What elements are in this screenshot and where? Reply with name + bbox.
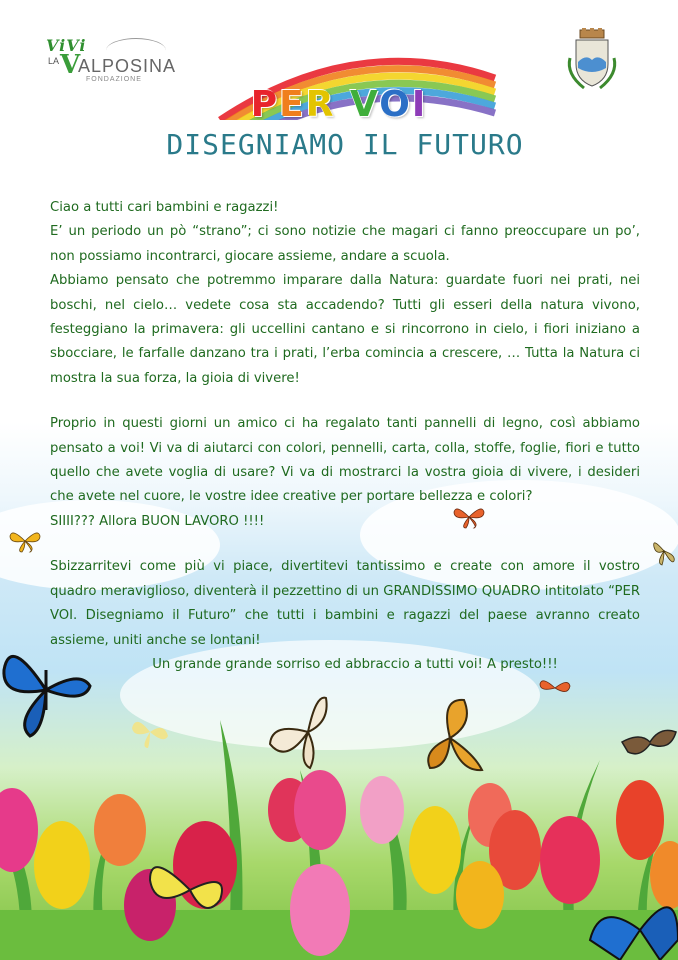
- closing-line: Un grande grande sorriso ed abbraccio a tutti voi! A presto!!!: [152, 656, 558, 672]
- paragraph: E’ un periodo un pò “strano”; ci sono notizie che magari ci fanno preoccupare un po’, non possiamo incontrarci, giocare assieme, andare a scuola.: [50, 224, 640, 264]
- page-title: [0, 84, 678, 125]
- logo-vivi-text: ViVi: [46, 36, 87, 55]
- logo-initial: V: [60, 50, 81, 80]
- title-letter: P: [250, 84, 280, 125]
- title-letter: V: [350, 84, 380, 125]
- butterfly-icon: [650, 535, 678, 567]
- letter-body: [50, 196, 640, 677]
- logo-la-text: LA: [48, 56, 60, 66]
- paragraph: Proprio in questi giorni un amico ci ha regalato tanti pannelli di legno, così abbiamo pensato a voi! Vi va di aiutarci con colori, pennelli, carta, colla, stoffe, foglie, fiori e tutto quello che avete voglia di usare? Vi va di mostrarci la vostra gioia di vivere, i desideri che avete nel cuore, le vostre idee creative per portare bellezza e colori?: [50, 416, 640, 505]
- title-letter: E: [279, 84, 306, 125]
- butterfly-icon: [538, 676, 572, 700]
- foundation-logo: [46, 36, 181, 86]
- title-space: [335, 84, 350, 125]
- title-letter: O: [379, 84, 412, 125]
- page-subtitle: DISEGNIAMO IL FUTURO: [166, 128, 524, 161]
- butterfly-icon: [452, 504, 486, 530]
- logo-subtitle-text: FONDAZIONE: [86, 76, 142, 83]
- paragraph: Abbiamo pensato che potremmo imparare dalla Natura: guardate fuori nei prati, nei boschi, nel cielo… vedete cosa sta accadendo? Tutti gli esseri della natura vivono, festeggiano la primavera: gli uccellini cantano e si rincorrono in cielo, i fiori iniziano a sbocciare, le farfalle danzano tra i prati, l’erba comincia a crescere, … Tutta la Natura ci mostra la sua forza, la gioia di vivere!: [50, 273, 640, 386]
- butterfly-icon: [8, 528, 42, 554]
- tulip-field-illustration: [0, 700, 678, 960]
- paragraph: Sbizzarritevi come più vi piace, divertitevi tantissimo e create con amore il vostro quadro meraviglioso, diventerà il pezzettino di un GRANDISSIMO QUADRO intitolato “PER VOI. Disegniamo il Futuro” che tutti i bambini e ragazzi del paese avranno creato assieme, uniti anche se lontani!: [50, 559, 640, 648]
- title-letter: R: [305, 84, 336, 125]
- greeting: Ciao a tutti cari bambini e ragazzi!: [50, 200, 279, 215]
- logo-name-text: ALPOSINA: [78, 56, 177, 76]
- call-to-action: SIIII??? Allora BUON LAVORO !!!!: [50, 513, 265, 529]
- title-letter: I: [411, 84, 428, 125]
